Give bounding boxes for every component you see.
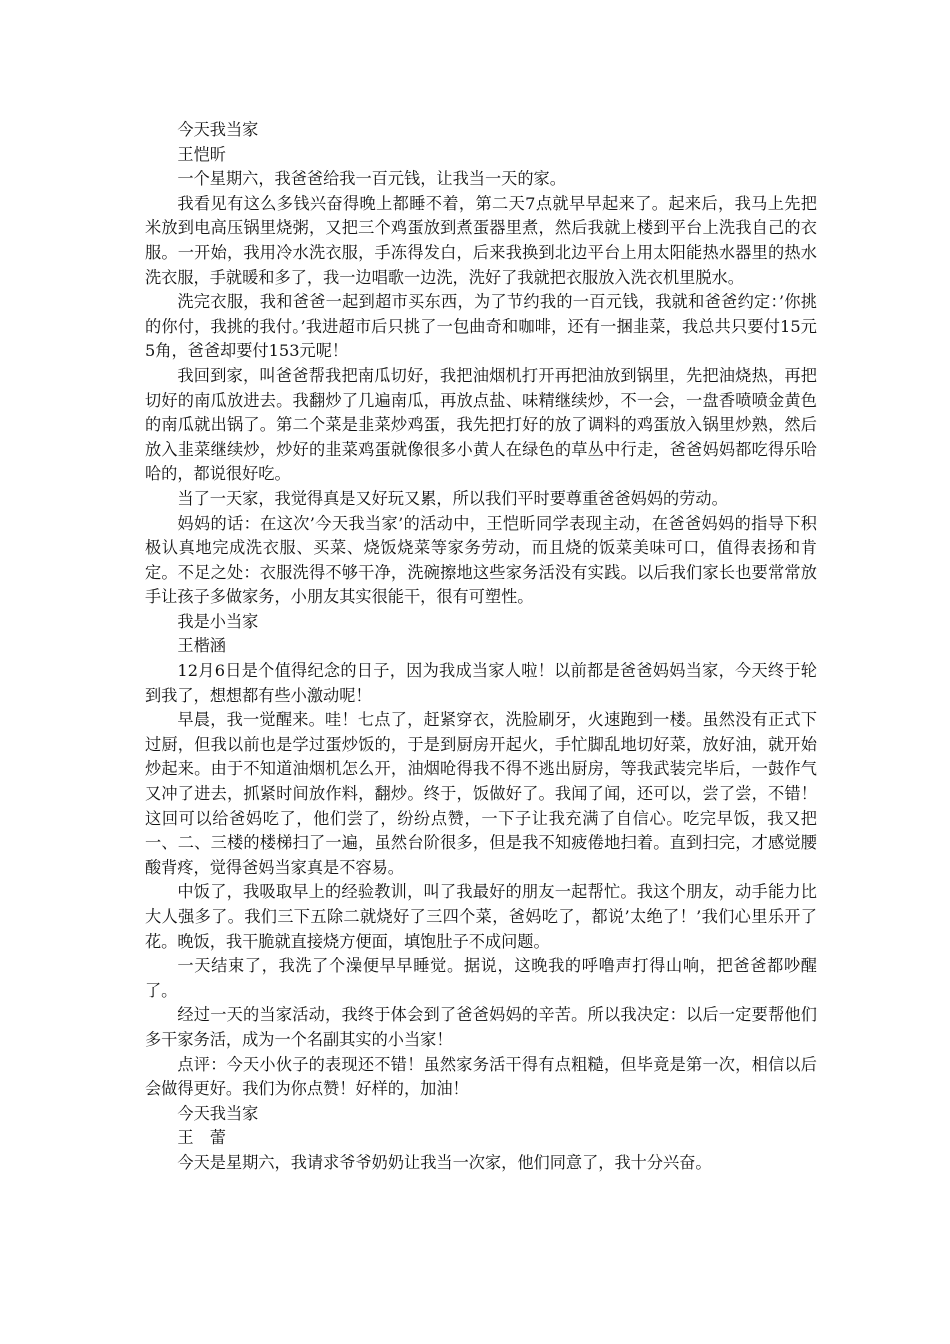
essay-1-parent-comment: 妈妈的话：在这次’今天我当家’的活动中，王恺昕同学表现主动，在爸爸妈妈的指导下积极认真地完成洗衣服、买菜、烧饭烧菜等家务劳动，而且烧的饭菜美味可口，值得表扬和肯定。不足之处：衣服洗得不够干净，洗碗擦地这些家务活没有实践。以后我们家长也要常常放手让孩子多做家务，小朋友其实很能干，很有可塑性。 [145,513,817,607]
essay-2-review-comment: 点评：今天小伙子的表现还不错！虽然家务活干得有点粗糙，但毕竟是第一次，相信以后会做得更好。我们为你点赞！好样的，加油！ [145,1054,817,1099]
essay-2-title: 我是小当家 [177,611,259,631]
essay-2-paragraph: 经过一天的当家活动，我终于体会到了爸爸妈妈的辛苦。所以我决定：以后一定要帮他们多干家务活，成为一个名副其实的小当家！ [145,1005,817,1049]
essay-1-paragraph: 当了一天家，我觉得真是又好玩又累，所以我们平时要尊重爸爸妈妈的劳动。 [177,488,728,508]
essay-1-paragraph: 我看见有这么多钱兴奋得晚上都睡不着，第二天7点就早早起来了。起来后，我马上先把米放到电高压锅里烧粥，又把三个鸡蛋放到煮蛋器里煮，然后我就上楼到平台上洗我自己的衣服。一开始，我用冷水洗衣服，手冻得发白，后来我换到北边平台上用太阳能热水器里的热水洗衣服，手就暖和多了，我一边唱歌一边洗，洗好了我就把衣服放入洗衣机里脱水。 [145,193,817,287]
essay-3-paragraph: 今天是星期六，我请求爷爷奶奶让我当一次家，他们同意了，我十分兴奋。 [177,1152,712,1172]
essay-1-paragraph: 我回到家，叫爸爸帮我把南瓜切好，我把油烟机打开再把油放到锅里，先把油烧热，再把切好的南瓜放进去。我翻炒了几遍南瓜，再放点盐、味精继续炒，不一会，一盘香喷喷金黄色的南瓜就出锅了。第二个菜是韭菜炒鸡蛋，我先把打好的放了调料的鸡蛋放入锅里炒熟，然后放入韭菜继续炒，炒好的韭菜鸡蛋就像很多小黄人在绿色的草丛中行走，爸爸妈妈都吃得乐哈哈的，都说很好吃。 [145,365,817,484]
essay-1-author: 王恺昕 [177,144,226,164]
essay-2-paragraph: 一天结束了，我洗了个澡便早早睡觉。据说，这晚我的呼噜声打得山响，把爸爸都吵醒了。 [145,956,817,1000]
essay-2-author: 王楷涵 [177,636,226,656]
essay-1-paragraph: 洗完衣服，我和爸爸一起到超市买东西，为了节约我的一百元钱，我就和爸爸约定：’你挑的你付，我挑的我付。’我进超市后只挑了一包曲奇和咖啡，还有一捆韭菜，我总共只要付15元5角，爸爸却要付153元呢！ [145,292,817,361]
essay-2-paragraph: 中饭了，我吸取早上的经验教训，叫了我最好的朋友一起帮忙。我这个朋友，动手能力比大人强多了。我们三下五除二就烧好了三四个菜，爸妈吃了，都说’太绝了！’我们心里乐开了花。晚饭，我干脆就直接烧方便面，填饱肚子不成问题。 [145,882,817,951]
essay-1-paragraph: 一个星期六，我爸爸给我一百元钱，让我当一天的家。 [177,169,566,189]
essay-3-title: 今天我当家 [177,1103,259,1123]
essay-2-paragraph: 早晨，我一觉醒来。哇！七点了，赶紧穿衣，洗脸刷牙，火速跑到一楼。虽然没有正式下过厨，但我以前也是学过蛋炒饭的，于是到厨房开起火，手忙脚乱地切好菜，放好油，就开始炒起来。由于不知道油烟机怎么开，油烟呛得我不得不逃出厨房，等我武装完毕后，一鼓作气又冲了进去，抓紧时间放作料，翻炒。终于，饭做好了。我闻了闻，还可以，尝了尝，不错！这回可以给爸妈吃了，他们尝了，纷纷点赞，一下子让我充满了自信心。吃完早饭，我又把一、二、三楼的楼梯扫了一遍，虽然台阶很多，但是我不知疲倦地扫着。直到扫完，才感觉腰酸背疼，觉得爸妈当家真是不容易。 [145,710,817,877]
document-page [145,118,817,1176]
essay-1-title: 今天我当家 [177,120,259,139]
essay-3-author: 王 蕾 [177,1128,226,1148]
essay-2-paragraph: 12月6日是个值得纪念的日子，因为我成当家人啦！以前都是爸爸妈妈当家，今天终于轮到我了，想想都有些小激动呢！ [145,661,817,705]
